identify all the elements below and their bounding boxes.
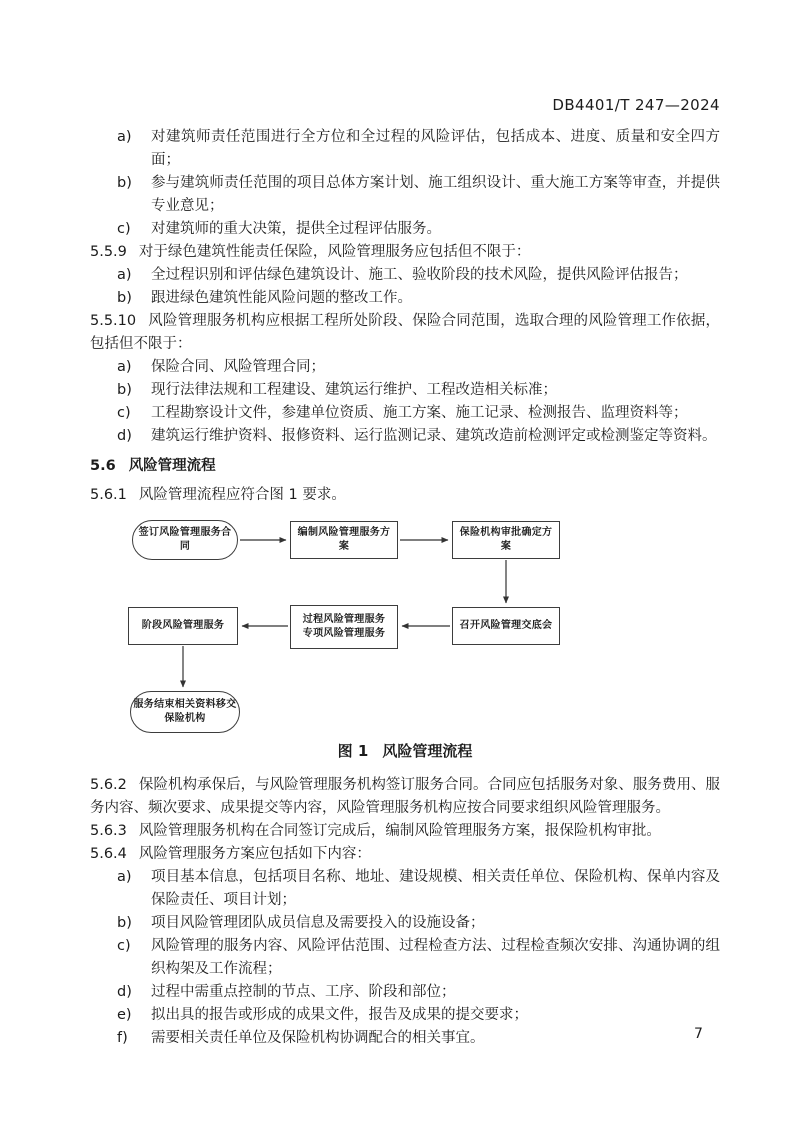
section-paragraph <box>90 774 720 820</box>
list-item-label: a) <box>117 869 132 885</box>
list-item <box>90 126 720 172</box>
section-paragraph <box>90 310 720 356</box>
list-item-label: b) <box>117 382 132 398</box>
list-item-text: 需要相关责任单位及保险机构协调配合的相关事宜。 <box>151 1030 485 1046</box>
section-number: 5.6.1 <box>90 487 127 503</box>
section-text: 风险管理服务机构应根据工程所处阶段、保险合同范围，选取合理的风险管理工作依据，包括但不限于： <box>90 313 720 352</box>
section-text: 风险管理服务方案应包括如下内容： <box>138 846 371 862</box>
list-item-text: 拟出具的报告或形成的成果文件，报告及成果的提交要求； <box>151 1007 528 1023</box>
flow-node-text: 签订风险管理服务合同 <box>138 526 232 552</box>
section-text: 风险管理流程应符合图 1 要求。 <box>138 487 346 503</box>
section-number: 5.5.9 <box>90 244 127 260</box>
list-item-label: c) <box>117 938 131 954</box>
flow-node-text: 编制风险管理服务方案 <box>297 526 391 552</box>
page-number: 7 <box>694 1026 703 1042</box>
flow-node-stage-service <box>128 607 238 645</box>
list-item <box>90 866 720 912</box>
flowchart-figure <box>90 515 720 740</box>
flow-node-prepare-plan <box>290 521 398 559</box>
list-item-label: b) <box>117 915 132 931</box>
list-item <box>90 981 720 1004</box>
list-item-label: b) <box>117 290 132 306</box>
list-item-label: f) <box>117 1030 128 1046</box>
list-item <box>90 425 720 448</box>
flow-node-text: 专项风险管理服务 <box>302 628 386 639</box>
list-item-text: 工程勘察设计文件，参建单位资质、施工方案、施工记录、检测报告、监理资料等； <box>151 405 688 421</box>
figure-caption-number: 图 1 <box>337 742 369 760</box>
list-item-text: 过程中需重点控制的节点、工序、阶段和部位； <box>151 984 456 1000</box>
list-item-label: a) <box>117 359 132 375</box>
list-item <box>90 218 720 241</box>
section-paragraph <box>90 484 720 507</box>
list-item-label: b) <box>117 175 132 191</box>
flow-node-sign-contract <box>132 520 238 560</box>
list-item <box>90 264 720 287</box>
list-item <box>90 1004 720 1027</box>
flow-node-text: 过程风险管理服务 <box>302 613 386 625</box>
section-number: 5.6.4 <box>90 846 127 862</box>
list-item-label: a) <box>117 129 132 145</box>
list-item-label: a) <box>117 267 132 283</box>
list-item-label: e) <box>117 1007 132 1023</box>
flow-node-insurer-approve <box>452 521 560 559</box>
list-item-text: 项目风险管理团队成员信息及需要投入的设施设备； <box>151 915 485 931</box>
flow-node-handover-end <box>130 691 240 733</box>
list-item-text: 对建筑师的重大决策，提供全过程评估服务。 <box>151 221 441 237</box>
flow-node-kickoff-meeting <box>452 607 560 645</box>
figure-caption-title: 风险管理流程 <box>382 742 473 760</box>
section-text: 对于绿色建筑性能责任保险，风险管理服务应包括但不限于： <box>138 244 531 260</box>
flow-node-text: 保险机构审批确定方案 <box>459 526 553 552</box>
list-item-text: 项目基本信息，包括项目名称、地址、建设规模、相关责任单位、保险机构、保单内容及保险责任、项目计划； <box>151 869 720 908</box>
list-item <box>90 1027 720 1050</box>
flow-node-text: 召开风险管理交底会 <box>459 619 553 631</box>
section-paragraph <box>90 820 720 843</box>
doc-number: DB4401/T 247—2024 <box>552 96 720 114</box>
list-item <box>90 912 720 935</box>
section-number: 5.5.10 <box>90 313 137 329</box>
list-item-text: 风险管理的服务内容、风险评估范围、过程检查方法、过程检查频次安排、沟通协调的组织构架及工作流程； <box>151 938 720 977</box>
list-item-label: d) <box>117 428 132 444</box>
section-number: 5.6.2 <box>90 777 127 793</box>
list-item-text: 参与建筑师责任范围的项目总体方案计划、施工组织设计、重大施工方案等审查，并提供专业意见； <box>151 175 720 214</box>
section-text: 保险机构承保后，与风险管理服务机构签订服务合同。合同应包括服务对象、服务费用、服务内容、频次要求、成果提交等内容，风险管理服务机构应按合同要求组织风险管理服务。 <box>90 777 720 816</box>
list-item-label: c) <box>117 405 131 421</box>
figure-caption <box>90 740 720 762</box>
list-item <box>90 935 720 981</box>
list-item <box>90 402 720 425</box>
list-item-text: 全过程识别和评估绿色建筑设计、施工、验收阶段的技术风险，提供风险评估报告； <box>151 267 688 283</box>
list-item-text: 对建筑师责任范围进行全方位和全过程的风险评估，包括成本、进度、质量和安全四方面； <box>151 129 720 168</box>
list-item <box>90 356 720 379</box>
page-content <box>90 96 720 1050</box>
heading-5-6 <box>90 455 720 478</box>
section-paragraph <box>90 241 720 264</box>
flow-node-text: 保险机构 <box>164 713 206 724</box>
list-item-text: 建筑运行维护资料、报修资料、运行监测记录、建筑改造前检测评定或检测鉴定等资料。 <box>151 428 717 444</box>
section-text: 风险管理服务机构在合同签订完成后，编制风险管理服务方案，报保险机构审批。 <box>138 823 661 839</box>
list-item-text: 现行法律法规和工程建设、建筑运行维护、工程改造相关标准； <box>151 382 557 398</box>
heading-title: 风险管理流程 <box>128 458 216 474</box>
section-paragraph <box>90 843 720 866</box>
section-number: 5.6.3 <box>90 823 127 839</box>
flow-node-text: 阶段风险管理服务 <box>141 619 225 631</box>
list-item-label: c) <box>117 221 131 237</box>
list-item-label: d) <box>117 984 132 1000</box>
flow-node-process-service <box>290 605 398 649</box>
list-item-text: 保险合同、风险管理合同； <box>151 359 325 375</box>
heading-number: 5.6 <box>90 458 116 474</box>
list-item <box>90 287 720 310</box>
list-item <box>90 379 720 402</box>
flow-node-text: 服务结束相关资料移交 <box>133 698 237 710</box>
list-item <box>90 172 720 218</box>
list-item-text: 跟进绿色建筑性能风险问题的整改工作。 <box>151 290 412 306</box>
